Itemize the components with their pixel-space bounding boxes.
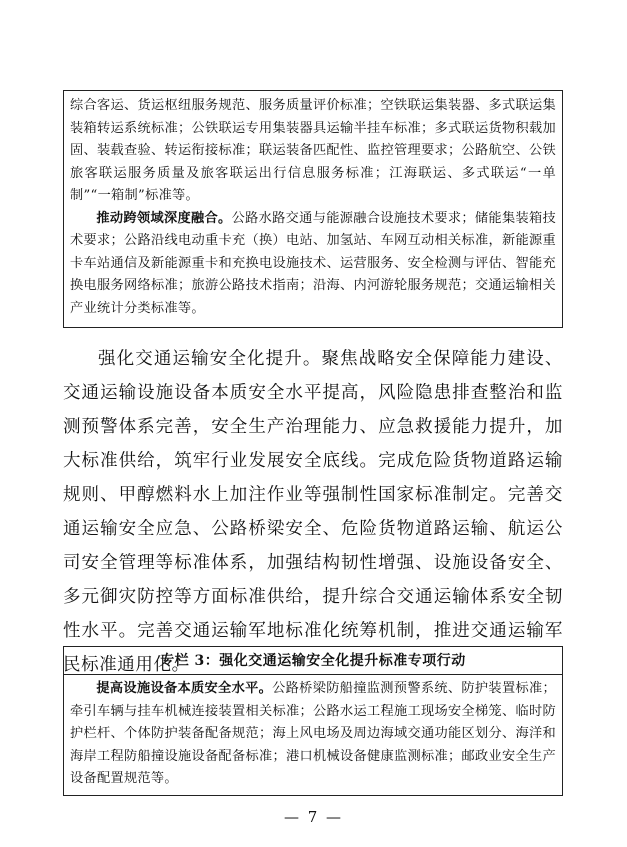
- box1-paragraph-2-text: 公路水路交通与能源融合设施技术要求；储能集装箱技术要求；公路沿线电动重卡充（换）电站、加氢站、车网互动相关标准，新能源重卡车站通信及新能源重卡和充换电设施技术、运营服务、安全检测与评估、智能充换电服务网络标准；旅游公路技术指南；沿海、内河游轮服务规范；交通运输相关产业统计分类标准等。: [70, 210, 556, 316]
- box1-paragraph-2-heading: 推动跨领域深度融合。: [96, 210, 232, 226]
- box1-paragraph-1: 综合客运、货运枢纽服务规范、服务质量评价标准；空铁联运集装器、多式联运集装箱转运系统标准；公铁联运专用集装器具运输半挂车标准；多式联运货物积载加固、装载查验、转运衔接标准；联运装备匹配性、监控管理要求；公路航空、公铁旅客联运服务质量及旅客联运出行信息服务标准；江海联运、多式联运“一单制”“一箱制”标准等。: [70, 98, 556, 203]
- box1-paragraph-2: [70, 208, 556, 321]
- column-box-3-content: [64, 675, 562, 794]
- column-box-continued: [63, 90, 563, 328]
- box2-paragraph-heading: 提高设施设备本质安全水平。: [96, 681, 273, 696]
- box2-paragraph: [70, 678, 556, 791]
- box2-paragraph-text: 公路桥梁防船撞监测预警系统、防护装置标准；牵引车辆与挂车机械连接装置相关标准；公路水运工程施工现场安全梯笼、临时防护栏杆、个体防护装备配备规范；海上风电场及周边海域交通功能区划分、海洋和海岸工程防船撞设施设备配备标准；港口机械设备健康监测标准；邮政业安全生产设备配置规范等。: [70, 681, 556, 786]
- column-box-3-title: 专栏 3：强化交通运输安全化提升标准专项行动: [64, 647, 562, 675]
- column-box-3: [63, 646, 563, 796]
- body-paragraph: 强化交通运输安全化提升。聚焦战略安全保障能力建设、交通运输设施设备本质安全水平提高，风险隐患排查整治和监测预警体系完善，安全生产治理能力、应急救援能力提升，加大标准供给，筑牢行业发展安全底线。完成危险货物道路运输规则、甲醇燃料水上加注作业等强制性国家标准制定。完善交通运输安全应急、公路桥梁安全、危险货物道路运输、航运公司安全管理等标准体系，加强结构韧性增强、设施设备安全、多元御灾防控等方面标准供给，提升综合交通运输体系安全韧性水平。完善交通运输军地标准化统筹机制，推进交通运输军民标准通用化。: [63, 349, 563, 675]
- page-number: — 7 —: [283, 808, 344, 826]
- body-section: [63, 342, 563, 682]
